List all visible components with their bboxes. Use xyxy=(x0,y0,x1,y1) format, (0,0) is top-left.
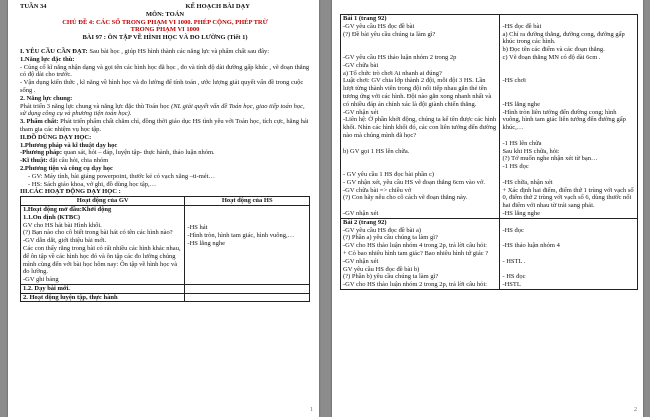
teacher-cell xyxy=(21,205,185,284)
gv-line: Luật chơi: GV chia lớp thành 2 đội, mỗi đội 3 HS. Lần lượt từng thành viên trong đội nối tiếp nhau gắn thẻ tên tương ứng với các hình. Đội nào gắn xong nhanh nhất và có nhiều đáp án chính xác là đội giành chiến thắng. xyxy=(343,77,492,108)
method-line xyxy=(20,149,310,157)
teacher-cell xyxy=(341,218,500,289)
means-heading: 2.Phương tiện và công cụ dạy học xyxy=(20,164,113,172)
general-text: Phát triển 3 năng lực chung và năng lực đặc thù Toán học xyxy=(20,102,172,110)
document-page-1 xyxy=(8,0,319,417)
student-cell xyxy=(500,15,638,219)
table-row xyxy=(21,284,310,293)
gv-line: -Liên hệ: Ở phần khởi động, chúng ta kể tên được các hình khối. Nhìn các hình khối đó, các con liên tưởng đến đường nào mà chúng mình đã học? xyxy=(343,116,497,139)
student-cell xyxy=(500,218,638,289)
hs-line: -HS lắng nghe xyxy=(502,100,540,108)
table-row xyxy=(21,293,310,302)
table-header-row xyxy=(21,197,310,206)
activities-table-continued xyxy=(340,14,638,290)
hs-line xyxy=(502,132,635,140)
gv-line xyxy=(343,140,497,148)
gv-line xyxy=(343,38,497,46)
general-italic: (NL giải quyết vấn đề Toán học, giao tiếp toán học, sử dụng công cụ và phương tiện toán học). xyxy=(20,102,305,118)
ability-line-2: - Vận dụng kiến thức , kĩ năng về hình học và đo lường để tính toán , ước lượng giải quyết vấn đề trong cuộc sống . xyxy=(20,79,304,94)
gv-line: Bài 2 (trang 92) xyxy=(343,218,387,226)
hs-line: -HS chơi xyxy=(502,77,526,85)
hs-line: - HS đọc xyxy=(502,273,526,281)
week-label: TUẦN 34 xyxy=(20,3,47,10)
gv-line: (?) Đề bài yêu cầu chúng ta làm gì? xyxy=(343,30,436,38)
hs-line xyxy=(502,250,635,258)
technique-text: đặt câu hỏi, chia nhóm xyxy=(47,157,109,165)
gv-line: Các con thấy rằng trong bài có rất nhiều các hình khác nhau, để ôn tập về các hình học đó và ôn tập các đo lường chúng mình cùng đến với bài học hôm nay: Ôn tập về hình học và đo lường. xyxy=(23,244,181,276)
gv-line xyxy=(343,202,497,210)
gv-line: -GV chữa bài => chiều vở xyxy=(343,186,412,194)
method-text: quan sát, hỏi – đáp, luyện tập- thực hành, thảo luận nhóm. xyxy=(62,149,215,157)
gv-line: -GV chữa bài xyxy=(343,61,379,69)
gv-line: (?) Phần b) yêu cầu chúng ta làm gì? xyxy=(343,273,439,281)
hs-line: (?) Tớ muốn nghe nhận xét từ bạn… xyxy=(502,155,598,163)
gv-line: (?) Phần a) yêu cầu chúng ta làm gì? xyxy=(343,234,438,242)
hs-line xyxy=(502,15,635,23)
student-cell xyxy=(185,205,310,284)
plan-title: KẾ HOẠCH BÀI DẠY xyxy=(185,3,250,10)
ability-line-1: - Củng cố kĩ năng nhận dạng và gọi tên các hình học đã học , đo và tính độ dài đường gấp khúc , vẽ đoạn thẳng có độ dài cho trước. xyxy=(20,63,310,79)
gv-line: -GV yêu cầu HS thảo luận nhóm 2 trong 2p xyxy=(343,53,457,61)
activities-heading: III.CÁC HOẠT ĐỘNG DẠY HỌC : xyxy=(20,188,121,196)
hs-line: - HSTL . xyxy=(502,257,526,265)
requirements-heading: I. YÊU CẦU CẦN ĐẠT: xyxy=(20,47,88,55)
teacher-cell xyxy=(341,15,500,219)
method-label: -Phương pháp: xyxy=(20,149,62,157)
ability-heading: 1.Năng lực đặc thù: xyxy=(20,55,75,63)
gv-line: GV cho HS hát bài Hình khối. xyxy=(23,221,102,229)
quality-text: Phát triển phẩm chất chăm chỉ, đồng thời giáo dục HS tình yêu với Toán học, tích cực, hăng hái tham gia các nhiệm vụ học tập. xyxy=(20,118,309,133)
gv-line: -GV cho HS thảo luận nhóm 2 trong 2p, trả lời câu hỏi: xyxy=(343,281,487,289)
gv-line: (?) Con hãy nêu cho cô cách vẽ đoạn thẳng này. xyxy=(343,194,468,202)
technique-line xyxy=(20,157,310,165)
hs-line: -HS đọc đề bài xyxy=(502,22,542,30)
hs-line xyxy=(502,171,635,179)
requirements-paragraph xyxy=(20,48,310,56)
hs-line xyxy=(502,85,635,93)
empty-cell xyxy=(185,293,310,302)
hs-line: c) Vẽ đoạn thẳng MN có độ dài 6cm . xyxy=(502,53,601,61)
quality-heading: 3. Phẩm chất: xyxy=(20,118,59,126)
hs-line: -HS hát xyxy=(187,223,208,231)
requirements-text: Sau bài học , giúp HS hình thành các năng lực và phẩm chất sau đây: xyxy=(87,47,270,55)
hs-line xyxy=(502,219,635,227)
hs-line xyxy=(502,234,635,242)
means-line-1: - GV: Máy tính, bài giảng powerpoint, thước kẻ có vạch xăng –ti-mét… xyxy=(28,172,215,180)
table-row xyxy=(341,218,638,289)
gv-line: -GV ghi bảng xyxy=(23,276,59,284)
hs-line: -HS lắng nghe xyxy=(502,209,540,217)
hs-line: a) Chỉ ra đường thẳng, đường cong, đường gấp khúc trong các hình. xyxy=(502,30,625,46)
gv-line: GV yêu cầu HS đọc đề bài b) xyxy=(343,265,420,273)
hs-line: -HS lắng nghe xyxy=(187,239,225,247)
hs-line: + Xác định hai điểm, điểm thứ 1 trùng với vạch số 0, điểm thứ 2 trùng với vạch số 6, dùng thước nối hai điểm với nhau từ trái sang phải. xyxy=(502,186,634,210)
section-1-sub: 1.1.On định (KTBC) xyxy=(23,213,81,221)
gv-line: - GV nhận xét, yêu cầu HS vẽ đoạn thẳng 6cm vào vở. xyxy=(343,178,485,186)
topic-line-2: TRONG PHẠM VI 1000 xyxy=(130,26,200,34)
empty-cell xyxy=(185,284,310,293)
hs-line: Sau khi HS chữa, hỏi: xyxy=(502,147,560,155)
gv-line xyxy=(343,46,497,54)
col-header-teacher: Hoạt động của GV xyxy=(21,197,185,206)
document-page-2 xyxy=(332,0,643,417)
general-paragraph xyxy=(20,103,310,119)
lesson-title: BÀI 97 : ÔN TẬP VỀ HÌNH HỌC VÀ ĐO LƯỜNG (Tiết 1) xyxy=(82,34,248,42)
technique-label: -Kĩ thuật: xyxy=(20,157,48,165)
gv-line: -GV nhận xét xyxy=(343,257,379,265)
page-number: 2 xyxy=(634,407,637,413)
hs-line xyxy=(502,266,635,274)
hs-line xyxy=(502,62,635,70)
gv-line: a) Tổ chức trò chơi Ai nhanh ai đúng? xyxy=(343,69,442,77)
hs-line xyxy=(502,93,635,101)
hs-line xyxy=(502,70,635,78)
hs-line: b) Đọc tên các điểm và các đoạn thẳng. xyxy=(502,46,605,54)
gv-line: -GV yêu cầu HS đọc đề bài xyxy=(343,22,415,30)
hs-line: -HS thảo luận nhóm 4 xyxy=(502,242,560,250)
quality-paragraph xyxy=(20,118,310,134)
col-header-student: Hoạt động của HS xyxy=(185,197,310,206)
gv-line xyxy=(343,163,497,171)
gv-line: -GV nhận xét xyxy=(343,108,379,116)
header-row xyxy=(20,3,310,11)
table-row xyxy=(341,15,638,219)
gv-line xyxy=(343,155,497,163)
page-2-content xyxy=(340,14,638,290)
subject-title: MÔN: TOÁN xyxy=(145,10,185,18)
page-number: 1 xyxy=(310,407,313,413)
activities-table xyxy=(20,196,310,302)
gv-line: -GV nhận xét xyxy=(343,209,379,217)
gv-line: + Có bao nhiêu hình tam giác? Bao nhiêu hình tứ giác ? xyxy=(343,249,489,257)
page-1-content xyxy=(20,3,310,302)
hs-line: -Hình tròn, hình tam giác, hình vuông,… xyxy=(187,231,295,239)
section-2-title: 1.2. Dạy bài mới. xyxy=(21,284,185,293)
gv-line: -GV cho HS thảo luận nhóm 4 trong 2p, trả lời câu hỏi: xyxy=(343,242,487,250)
section-3-title: 2. Hoạt động luyện tập, thực hành xyxy=(21,293,185,302)
section-1-title: 1.Hoạt động mở đầu:Khởi động xyxy=(23,205,112,213)
gv-line: -GV dẫn dắt, giới thiệu bài mới. xyxy=(23,237,107,245)
gv-line: b) GV gọi 1 HS lên chữa. xyxy=(343,147,410,155)
hs-line: -1 HS lên chữa xyxy=(502,139,542,147)
hs-line: -HS đọc xyxy=(502,226,524,234)
gv-line: Bài 1 (trang 92) xyxy=(343,15,387,22)
means-line-2: - HS: Sách giáo khoa, vở ghi, đồ dùng học tập,… xyxy=(28,180,157,188)
method-heading: II.ĐỒ DÙNG DẠY HỌC: xyxy=(20,133,92,141)
method-subheading: 1.Phương pháp và kĩ thuật dạy học xyxy=(20,141,118,149)
hs-line: -HSTL xyxy=(502,281,521,289)
table-row xyxy=(21,205,310,284)
hs-line: -1 HS đọc xyxy=(502,163,529,171)
gv-line: -GV yêu cầu HS đọc đề bài a) xyxy=(343,226,422,234)
topic-line-1: CHỦ ĐỀ 4: CÁC SỐ TRONG PHẠM VI 1000. PHÉP CỘNG, PHÉP TRỪ xyxy=(62,18,268,26)
general-heading: 2. Năng lực chung: xyxy=(20,94,73,102)
gv-line: - GV yêu cầu 1 HS đọc bài phần c) xyxy=(343,170,435,178)
hs-line: -Hình tròn liên tưởng đến đường cong; hình vuông, hình tam giác liên tưởng đến đường gấp khúc,… xyxy=(502,108,626,132)
hs-line: -HS chữa, nhận xét xyxy=(502,178,553,186)
gv-line: (?) Bạn nào cho cô biết trong bài hát có tên các hình nào? xyxy=(23,229,173,237)
